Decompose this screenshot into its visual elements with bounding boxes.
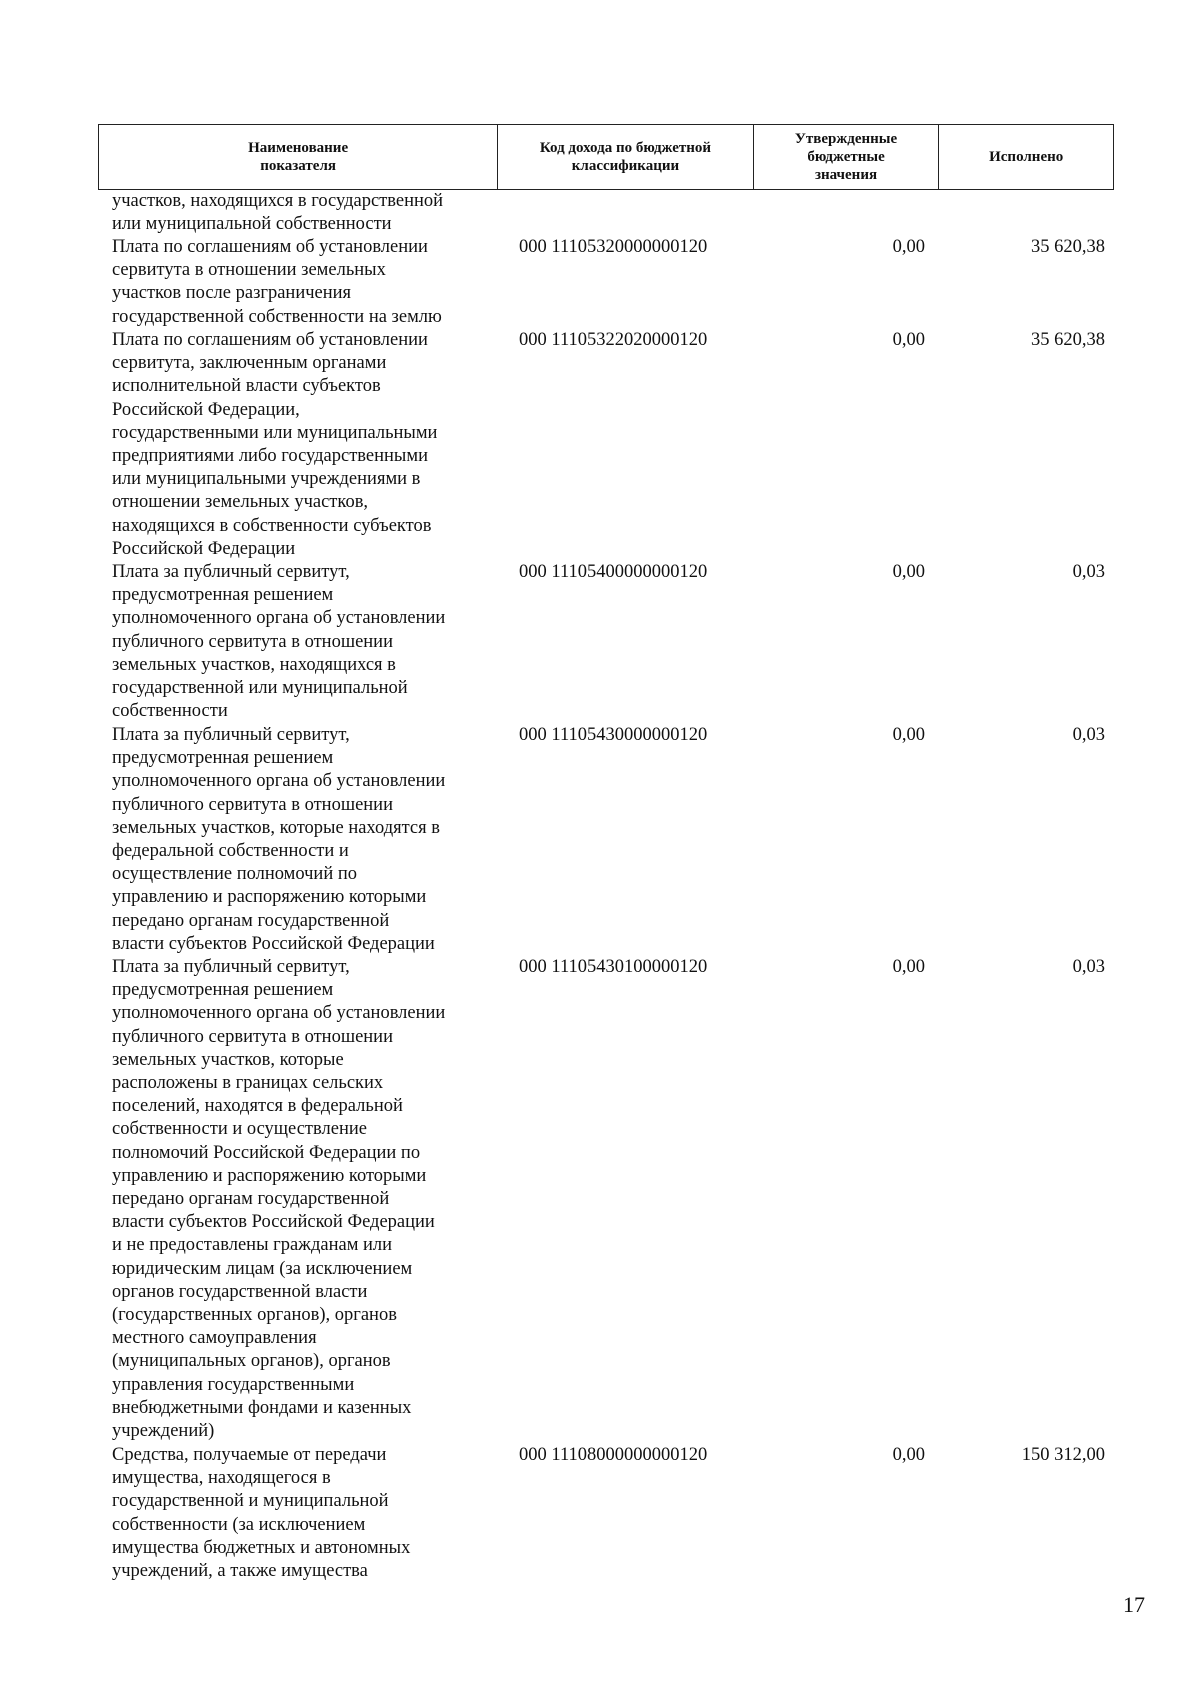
row-done: 0,03 [1072,562,1105,582]
row-code: 000 11105430100000120 [519,957,708,977]
row-code: 000 11105322020000120 [519,330,708,350]
table-body [0,190,1200,1584]
row-name: Плата за публичный сервитут, предусмотренная решением уполномоченного органа об установлении публичного сервитута в отношении земельных участков, которые расположены в границах сельских поселений, находятся в федеральной собственности и осуществление полномочий Российской Федерации по управлению и распоряжению которыми передано органам государственной власти субъектов Российской Федерации и не предоставлены гражданам или юридическим лицам (за исключением органов государственной власти (государственных органов), органов местного самоуправления (муниципальных органов), органов управления государственными внебюджетными фондами и казенных учреждений) [112,957,446,1442]
row-name: Плата за публичный сервитут, предусмотренная решением уполномоченного органа об установлении публичного сервитута в отношении земельных участков, находящихся в государственной или муниципальной собственности [112,562,446,722]
row-approved: 0,00 [892,330,925,350]
row-code: 000 11105320000000120 [519,237,708,257]
row-approved: 0,00 [892,237,925,257]
row-name: Средства, получаемые от передачи имущества, находящегося в государственной и муниципальной собственности (за исключением имущества бюджетных и автономных учреждений, а также имущества [112,1445,411,1582]
row-name: Плата по соглашениям об установлении сервитута, заключенным органами исполнительной власти субъектов Российской Федерации, государственными или муниципальными предприятиями либо государственными или муниципальными учреждениями в отношении земельных участков, находящихся в собственности субъектов Российской Федерации [112,330,438,559]
table-header [98,124,1114,190]
row-done: 150 312,00 [1021,1445,1105,1465]
table-row [0,1444,1200,1584]
row-done: 0,03 [1072,957,1105,977]
row-code: 000 11105400000000120 [519,562,708,582]
page-number: 17 [1123,1592,1145,1617]
row-done: 0,03 [1072,725,1105,745]
header-name: Наименование показателя [99,125,498,189]
row-name: Плата за публичный сервитут, предусмотренная решением уполномоченного органа об установлении публичного сервитута в отношении земельных участков, которые находятся в федеральной собственности и осуществление полномочий по управлению и распоряжению которыми передано органам государственной власти субъектов Российской Федерации [112,725,446,954]
row-name: Плата по соглашениям об установлении сервитута в отношении земельных участков после разграничения государственной собственности на землю [112,237,442,327]
row-code: 000 11105430000000120 [519,725,708,745]
row-approved: 0,00 [892,1445,925,1465]
row-name: участков, находящихся в государственной или муниципальной собственности [112,191,444,235]
table-row [0,329,1200,561]
table-row [0,724,1200,956]
table-row [0,190,1200,236]
table-row [0,236,1200,329]
row-approved: 0,00 [892,725,925,745]
header-approved: Утвержденные бюджетные значения [754,125,940,189]
row-done: 35 620,38 [1031,330,1105,350]
row-approved: 0,00 [892,562,925,582]
row-approved: 0,00 [892,957,925,977]
table-row [0,956,1200,1444]
header-done: Исполнено [989,149,1064,165]
row-done: 35 620,38 [1031,237,1105,257]
table-row [0,561,1200,724]
row-code: 000 11108000000000120 [519,1445,708,1465]
header-code: Код дохода по бюджетной классификации [498,125,754,189]
